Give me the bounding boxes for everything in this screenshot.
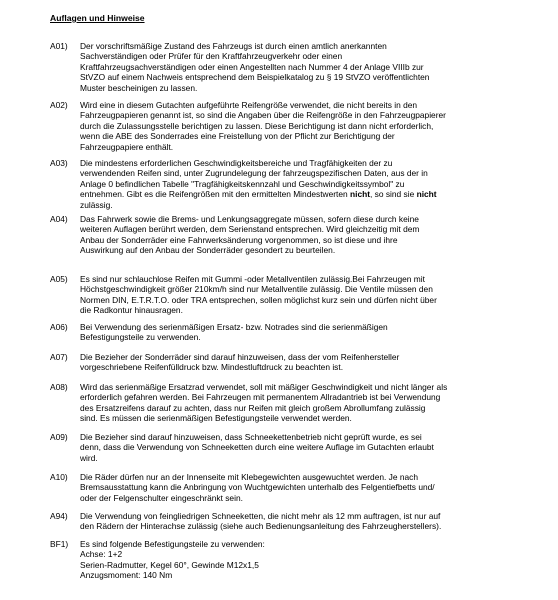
text-line: Das Fahrwerk sowie die Brems- und Lenkungsaggregate müssen, sofern diese durch keine (80, 214, 419, 224)
text-line: zulässig. (80, 199, 113, 210)
item-code-a06: A06) (50, 322, 68, 332)
item-text-a04 (80, 214, 532, 256)
item-text-a10 (80, 472, 532, 503)
text-line: Anlage 0 befindlichen Tabelle "Tragfähigkeitskennzahl und Geschwindigkeitssymbol" zu (80, 178, 405, 189)
text-line (80, 189, 532, 199)
text-line: StVZO auf einem Nachweis entsprechend dem Beispielkatalog zu § 19 StVZO veröffentlichten (80, 72, 430, 83)
text-line: die Radkontur hinausragen. (80, 305, 183, 316)
item-code-a94: A94) (50, 511, 68, 521)
text-line: Achse: 1+2 (80, 549, 123, 560)
item-code-a05: A05) (50, 274, 68, 284)
text-line: Es sind nur schlauchlose Reifen mit Gummi -oder Metallventilen zulässig.Bei Fahrzeugen mit (80, 274, 425, 284)
item-code-a01: A01) (50, 41, 68, 51)
text-line: Es sind folgende Befestigungsteile zu verwenden: (80, 539, 265, 549)
text-line: Befestigungsteile zu verwenden. (80, 332, 201, 343)
item-code-a09: A09) (50, 432, 68, 442)
text-line: Anbau der Sonderräder eine Fahrwerksänderung vorgenommen, so ist diese und ihre (80, 234, 398, 245)
page-heading: Auflagen und Hinweise (50, 13, 145, 23)
item-text-a02 (80, 100, 532, 152)
item-code-a07: A07) (50, 352, 68, 362)
item-text-a94 (80, 511, 532, 532)
text-line: erforderlich gefahren werden. Bei Fahrzeugen mit permanentem Allradantrieb ist bei Verwendung (80, 392, 441, 403)
text-line: Die mindestens erforderlichen Geschwindigkeitsbereiche und Tragfähigkeiten der zu (80, 158, 393, 168)
text-line: sind. Es müssen die serienmäßigen Befestigungsteile verwendet werden. (80, 413, 352, 424)
text-line: oder der Felgenschulter eingeschränkt sein. (80, 492, 243, 503)
item-code-bf1: BF1) (50, 539, 69, 549)
text-line: wird. (80, 452, 98, 463)
text-line: Wird eine in diesem Gutachten aufgeführte Reifengröße verwendet, die nicht bereits in den (80, 100, 418, 110)
text-line: wenn die ABE des Sonderrades eine Freistellung von der Pflicht zur Berichtigung der (80, 131, 395, 142)
item-code-a10: A10) (50, 472, 68, 482)
text-line: Normen DIN, E.T.R.T.O. oder TRA entsprechen, sollen möglichst kurz sein und dürfen nicht über (80, 294, 437, 305)
text-line: Serien-Radmutter, Kegel 60°, Gewinde M12x1,5 (80, 559, 259, 570)
item-text-a07 (80, 352, 532, 373)
text-line: Kraftfahrzeugsachverständigen oder einen Angestellten nach Nummer 4 der Anlage VIIIb zur (80, 61, 424, 72)
text-line: weiteren Auflagen berührt werden, dem Serienstand entsprechen. Wird gleichzeitig mit dem (80, 224, 420, 235)
text-line: Bei Verwendung des serienmäßigen Ersatz- bzw. Notrades sind die serienmäßigen (80, 322, 388, 332)
item-text-a03 (80, 158, 532, 210)
text-line: Auswirkung auf den Anbau der Sonderräder gesondert zu beurteilen. (80, 245, 336, 256)
text-line: Sachverständigen oder Prüfer für den Kraftfahrzeugverkehr oder einen (80, 51, 343, 62)
emphasis-text: nicht (416, 189, 437, 200)
item-text-bf1 (80, 539, 532, 581)
text-line: Die Räder dürfen nur an der Innenseite mit Klebegewichten ausgewuchtet werden. Je nach (80, 472, 418, 482)
text-line: denn, dass die Verwendung von Schneeketten durch eine weitere Auflage im Gutachten erlaubt (80, 442, 434, 453)
text-segment: entnehmen. Gibt es die Reifengrößen mit den ermittelten Mindestwerten (80, 189, 350, 200)
text-line: Die Verwendung von feingliedrigen Schneeketten, die nicht mehr als 12 mm auftragen, ist nur auf (80, 511, 441, 521)
item-code-a03: A03) (50, 158, 68, 168)
item-code-a08: A08) (50, 382, 68, 392)
emphasis-text: nicht (350, 189, 371, 200)
text-line: Höchstgeschwindigkeit größer 210km/h sind nur Metallventile zulässig. Die Ventile müssen den (80, 284, 433, 295)
text-line: verwendenden Reifen sind, unter Zugrundelegung der fahrzeugspezifischen Daten, aus der in (80, 168, 428, 179)
text-line: Bremsausstattung kann die Anbringung von Wuchtgewichten unterhalb des Felgentiefbetts und/ (80, 482, 435, 493)
item-text-a01 (80, 41, 532, 93)
item-text-a06 (80, 322, 532, 343)
text-line: Die Bezieher der Sonderräder sind darauf hinzuweisen, dass der vom Reifenhersteller (80, 352, 400, 362)
text-line: durch die Zulassungsstelle berichtigen zu lassen. Diese Berichtigung ist dann nicht erforderlich, (80, 120, 434, 131)
text-line: Der vorschriftsmäßige Zustand des Fahrzeugs ist durch einen amtlich anerkannten (80, 41, 387, 51)
text-segment: , so sind sie (370, 189, 417, 200)
text-line: Wird das serienmäßige Ersatzrad verwendet, soll mit mäßiger Geschwindigkeit und nicht länger als (80, 382, 448, 392)
text-line: Die Bezieher sind darauf hinzuweisen, dass Schneekettenbetrieb nicht geprüft wurde, es sei (80, 432, 422, 442)
item-code-a02: A02) (50, 100, 68, 110)
text-line: vorgeschriebene Reifenfülldruck bzw. Mindestluftdruck zu beachten ist. (80, 362, 344, 373)
text-line: den Rädern der Hinterachse zulässig (siehe auch Bedienungsanleitung des Fahrzeugherstellers). (80, 521, 442, 532)
text-line: Fahrzeugpapieren genannt ist, so sind die Angaben über die Reifengröße in den Fahrzeugpapierer (80, 110, 446, 121)
text-line: Anzugsmoment: 140 Nm (80, 570, 173, 581)
item-text-a09 (80, 432, 532, 463)
item-text-a05 (80, 274, 532, 316)
text-line: Muster bescheinigen zu lassen. (80, 82, 198, 93)
text-line: Fahrzeugpapiere enthält. (80, 141, 174, 152)
text-line: des Ersatzreifens darauf zu achten, dass nur Reifen mit gleich großem Abrollumfang zulässig (80, 402, 426, 413)
item-text-a08 (80, 382, 532, 424)
item-code-a04: A04) (50, 214, 68, 224)
